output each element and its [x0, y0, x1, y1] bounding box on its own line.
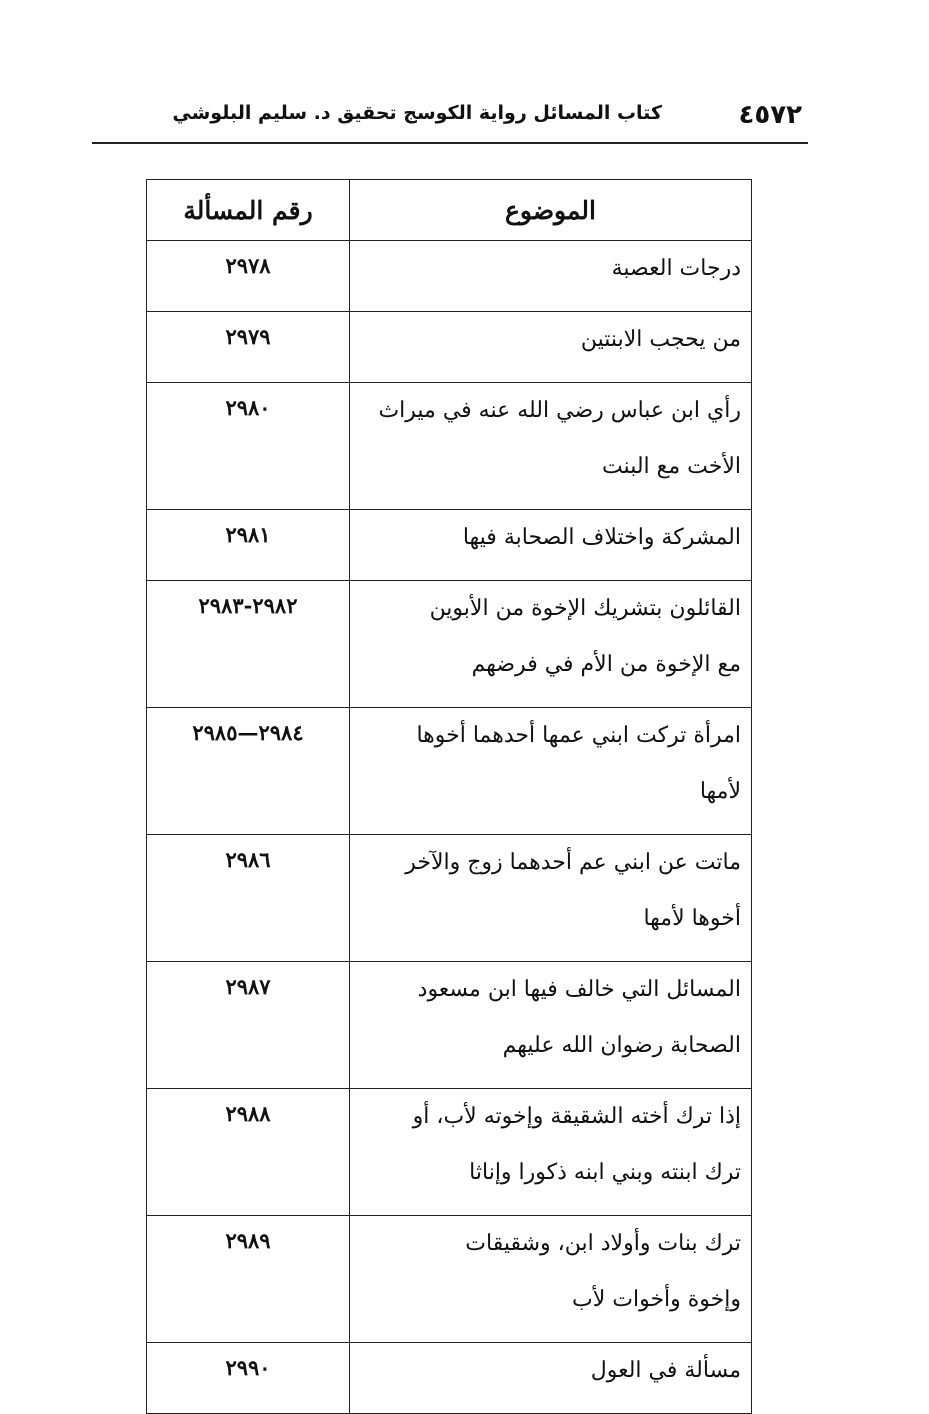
issue-number-cell: ٢٩٩٠ [147, 1343, 350, 1414]
topic-cell [350, 962, 752, 1089]
table-row [147, 581, 752, 708]
issue-number-cell: ٢٩٧٩ [147, 312, 350, 383]
table-row [147, 1343, 752, 1414]
topic-line: ترك ابنته وبني ابنه ذكورا وإناثا [469, 1160, 741, 1185]
column-header-topic: الموضوع [350, 180, 752, 241]
topic-cell [350, 581, 752, 708]
topic-cell [350, 1089, 752, 1216]
topic-line: الصحابة رضوان الله عليهم [502, 1033, 741, 1058]
issue-number-cell: ٢٩٨٠ [147, 383, 350, 510]
issue-number-cell: ٢٩٨١ [147, 510, 350, 581]
page-header [92, 98, 808, 138]
topic-line: من يحجب الابنتين [580, 327, 741, 352]
issue-number-cell: ٢٩٨٨ [147, 1089, 350, 1216]
topic-line: المشركة واختلاف الصحابة فيها [462, 525, 741, 550]
table-row [147, 708, 752, 835]
topic-line: ماتت عن ابني عم أحدهما زوج والآخر [405, 850, 741, 875]
topic-line: مع الإخوة من الأم في فرضهم [471, 652, 741, 677]
issue-number-cell: ٢٩٨٤—٢٩٨٥ [147, 708, 350, 835]
running-title: كتاب المسائل رواية الكوسج تحقيق د. سليم البلوشي [172, 102, 662, 124]
topic-cell [350, 835, 752, 962]
table-row [147, 1216, 752, 1343]
topic-cell [350, 1216, 752, 1343]
topic-line: لأمها [699, 779, 741, 804]
issue-number-cell: ٢٩٨٧ [147, 962, 350, 1089]
page-number: ٤٥٧٢ [738, 100, 802, 130]
topic-cell [350, 312, 752, 383]
topic-line: الأخت مع البنت [601, 454, 741, 479]
topic-line: القائلون بتشريك الإخوة من الأبوين [429, 596, 741, 621]
topic-cell [350, 708, 752, 835]
topic-line: رأي ابن عباس رضي الله عنه في ميراث [378, 398, 741, 423]
topic-line: ترك بنات وأولاد ابن، وشقيقات [465, 1231, 741, 1256]
table-row [147, 312, 752, 383]
table-row [147, 962, 752, 1089]
topic-cell [350, 510, 752, 581]
topic-line: وإخوة وأخوات لأب [572, 1287, 741, 1312]
header-rule [92, 142, 808, 144]
table-row [147, 241, 752, 312]
table-row [147, 510, 752, 581]
index-table [146, 179, 752, 1414]
column-header-number: رقم المسألة [147, 180, 350, 241]
topic-line: امرأة تركت ابني عمها أحدهما أخوها [416, 723, 741, 748]
topic-line: إذا ترك أخته الشقيقة وإخوته لأب، أو [412, 1104, 741, 1129]
table-header-row [147, 180, 752, 241]
topic-cell [350, 1343, 752, 1414]
topic-line: المسائل التي خالف فيها ابن مسعود [417, 977, 741, 1002]
table-row [147, 835, 752, 962]
issue-number-cell: ٢٩٨٦ [147, 835, 350, 962]
table-row [147, 383, 752, 510]
topic-line: مسألة في العول [590, 1358, 741, 1383]
issue-number-cell: ٢٩٨٩ [147, 1216, 350, 1343]
issue-number-cell: ٢٩٧٨ [147, 241, 350, 312]
topic-line: درجات العصبة [611, 256, 741, 281]
topic-line: أخوها لأمها [643, 906, 741, 931]
topic-cell [350, 383, 752, 510]
table-row [147, 1089, 752, 1216]
topic-cell [350, 241, 752, 312]
issue-number-cell: ٢٩٨٢-٢٩٨٣ [147, 581, 350, 708]
